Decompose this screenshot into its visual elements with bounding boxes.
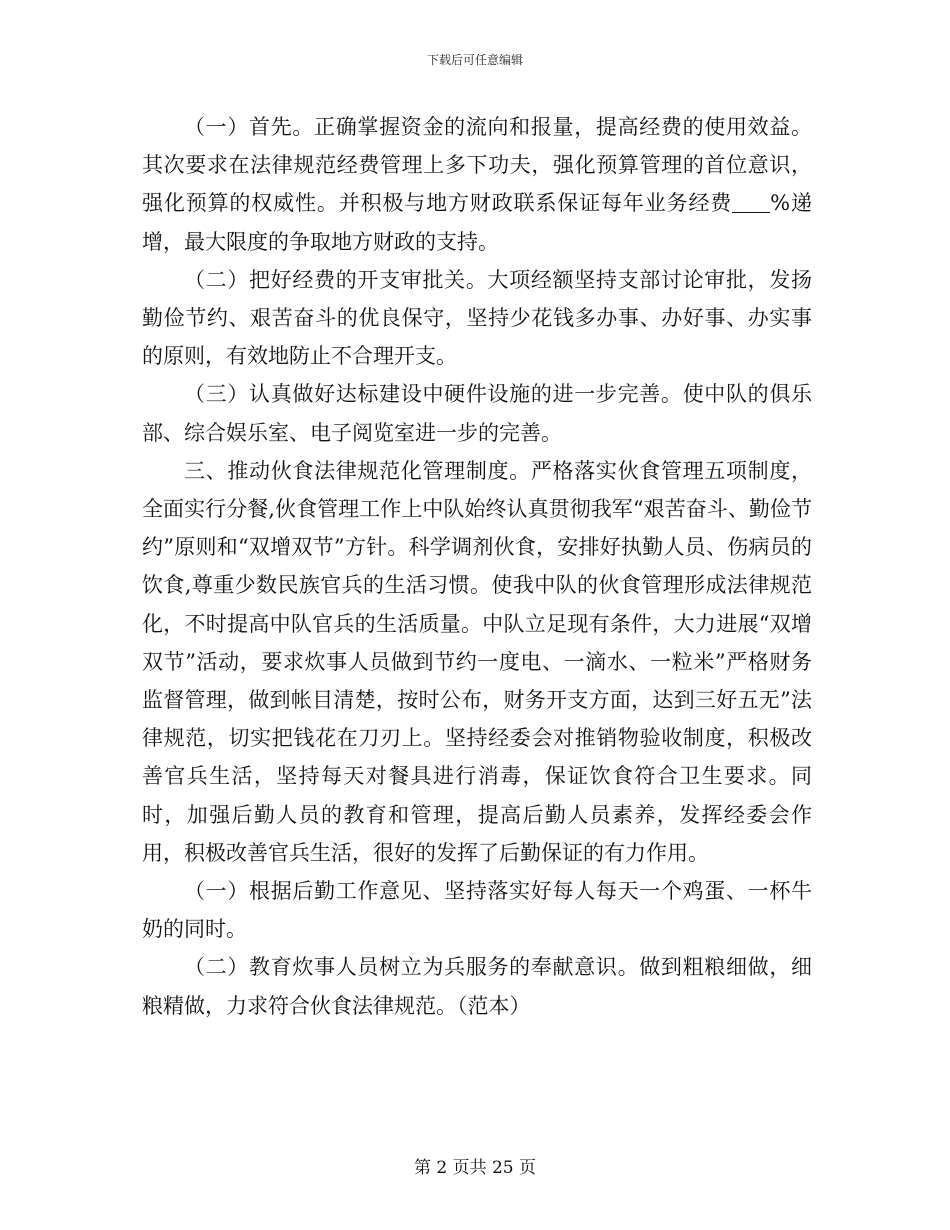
paragraph-3: （三）认真做好达标建设中硬件设施的进一步完善。使中队的俱乐部、综合娱乐室、电子阅览室进一步的完善。 — [142, 382, 812, 445]
paragraph-4: 三、推动伙食法律规范化管理制度。严格落实伙食管理五项制度，全面实行分餐,伙食管理工作上中队始终认真贯彻我军“艰苦奋斗、勤俭节约”原则和“双增双节”方针。科学调剂伙食，安排好执勤人员、伤病员的饮食,尊重少数民族官兵的生活习惯。使我中队的伙食管理形成法律规范化，不时提高中队官兵的生活质量。中队立足现有条件，大力进展“双增双节”活动，要求炊事人员做到节约一度电、一滴水、一粒米”严格财务监督管理，做到帐目清楚，按时公布，财务开支方面，达到三好五无”法律规范，切实把钱花在刀刃上。坚持经委会对推销物验收制度，积极改善官兵生活，坚持每天对餐具进行消毒，保证饮食符合卫生要求。同时，加强后勤人员的教育和管理，提高后勤人员素养，发挥经委会作用，积极改善官兵生活，很好的发挥了后勤保证的有力作用。 — [142, 458, 812, 865]
page-number: 第 2 页共 25 页 — [413, 1158, 537, 1178]
paragraph-1-text-b: %递增，最大限度的争取地方财政的支持。 — [142, 191, 812, 254]
paragraph-5: （一）根据后勤工作意见、坚持落实好每人每天一个鸡蛋、一杯牛奶的同时。 — [142, 879, 812, 942]
document-body — [142, 108, 812, 1025]
paragraph-1-text-a: （一）首先。正确掌握资金的流向和报量，提高经费的使用效益。其次要求在法律规范经费管理上多下功夫，强化预算管理的首位意识，强化预算的权威性。并积极与地方财政联系保证每年业务经费 — [142, 115, 812, 216]
page-header-note: 下载后可任意编辑 — [426, 53, 523, 67]
paragraph-1 — [142, 108, 812, 261]
paragraph-2: （二）把好经费的开支审批关。大项经额坚持支部讨论审批，发扬勤俭节约、艰苦奋斗的优良保守，坚持少花钱多办事、办好事、办实事的原则，有效地防止不合理开支。 — [142, 267, 812, 369]
paragraph-6: （二）教育炊事人员树立为兵服务的奉献意识。做到粗粮细做，细粮精做，力求符合伙食法律规范。（范本） — [142, 955, 812, 1018]
fill-in-blank — [732, 191, 770, 213]
